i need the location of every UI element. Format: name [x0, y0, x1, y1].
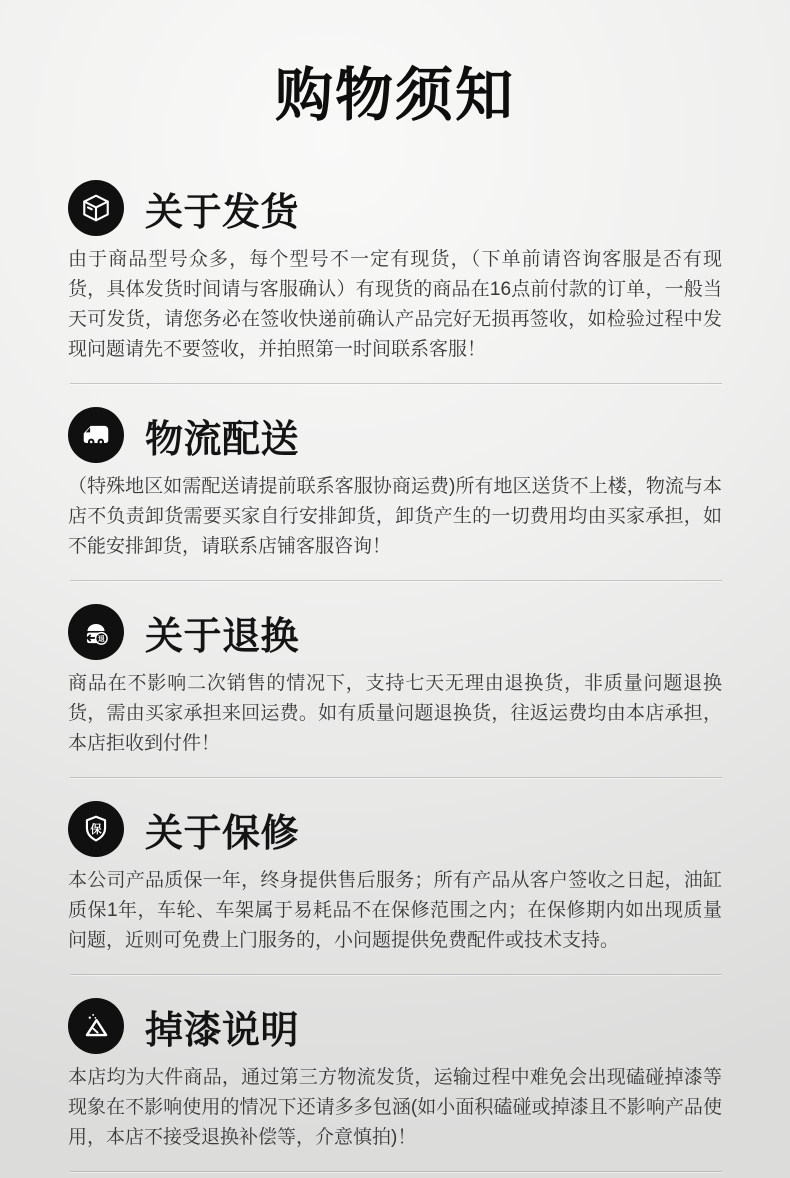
- package-box-icon: [68, 180, 124, 236]
- section-heading: 关于退换: [145, 615, 300, 658]
- section-shipping-header: [68, 180, 722, 236]
- page-title: 购物须知: [274, 63, 515, 128]
- return-package-icon: [68, 604, 124, 660]
- section-heading: 关于发货: [145, 191, 300, 234]
- section-divider: [70, 777, 722, 779]
- section-divider: [70, 580, 722, 582]
- warranty-shield-icon: [68, 801, 124, 857]
- section-returns-header: [68, 604, 722, 660]
- shield-char: 保: [90, 823, 102, 836]
- section-body-text: （特殊地区如需配送请提前联系客服协商运费)所有地区送货不上楼，物流与本店不负责卸货需要买家自行安排卸货，卸货产生的一切费用均由买家承担，如不能安排卸货，请联系店铺客服咨询！: [68, 476, 722, 557]
- section-heading: 物流配送: [145, 418, 300, 461]
- section-paint-chip-header: [68, 998, 722, 1054]
- section-warranty-header: [68, 801, 722, 857]
- section-shipping: [0, 180, 790, 385]
- section-logistics: [0, 407, 790, 582]
- return-badge-char: 退: [97, 635, 105, 643]
- section-warranty: [0, 801, 790, 976]
- section-body-text: 本公司产品质保一年，终身提供售后服务；所有产品从客户签收之日起，油缸质保1年，车轮、车架属于易耗品不在保修范围之内；在保修期内如出现质量问题，近则可免费上门服务的，小问题提供免费配件或技术支持。: [68, 870, 722, 951]
- section-divider: [70, 974, 722, 976]
- section-logistics-header: [68, 407, 722, 463]
- section-body-text: 由于商品型号众多，每个型号不一定有现货，（下单前请咨询客服是否有现货，具体发货时间请与客服确认）有现货的商品在16点前付款的订单，一般当天可发货，请您务必在签收快递前确认产品完好无损再签收，如检验过程中发现问题请先不要签收，并拍照第一时间联系客服！: [68, 249, 722, 360]
- paint-chip-icon: [68, 998, 124, 1054]
- section-heading: 关于保修: [145, 812, 300, 855]
- section-body-text: 商品在不影响二次销售的情况下，支持七天无理由退换货，非质量问题退换货，需由买家承担来回运费。如有质量问题退换货，往返运费均由本店承担，本店拒收到付件！: [68, 673, 722, 754]
- section-returns: [0, 604, 790, 779]
- section-body-text: 本店均为大件商品，通过第三方物流发货，运输过程中难免会出现磕碰掉漆等现象在不影响使用的情况下还请多多包涵(如小面积磕碰或掉漆且不影响产品使用，本店不接受退换补偿等，介意慎拍)！: [68, 1067, 722, 1148]
- section-divider: [70, 1171, 722, 1173]
- section-divider: [70, 383, 722, 385]
- section-heading: 掉漆说明: [145, 1009, 300, 1052]
- section-paint-chip: [0, 998, 790, 1173]
- delivery-truck-icon: [68, 407, 124, 463]
